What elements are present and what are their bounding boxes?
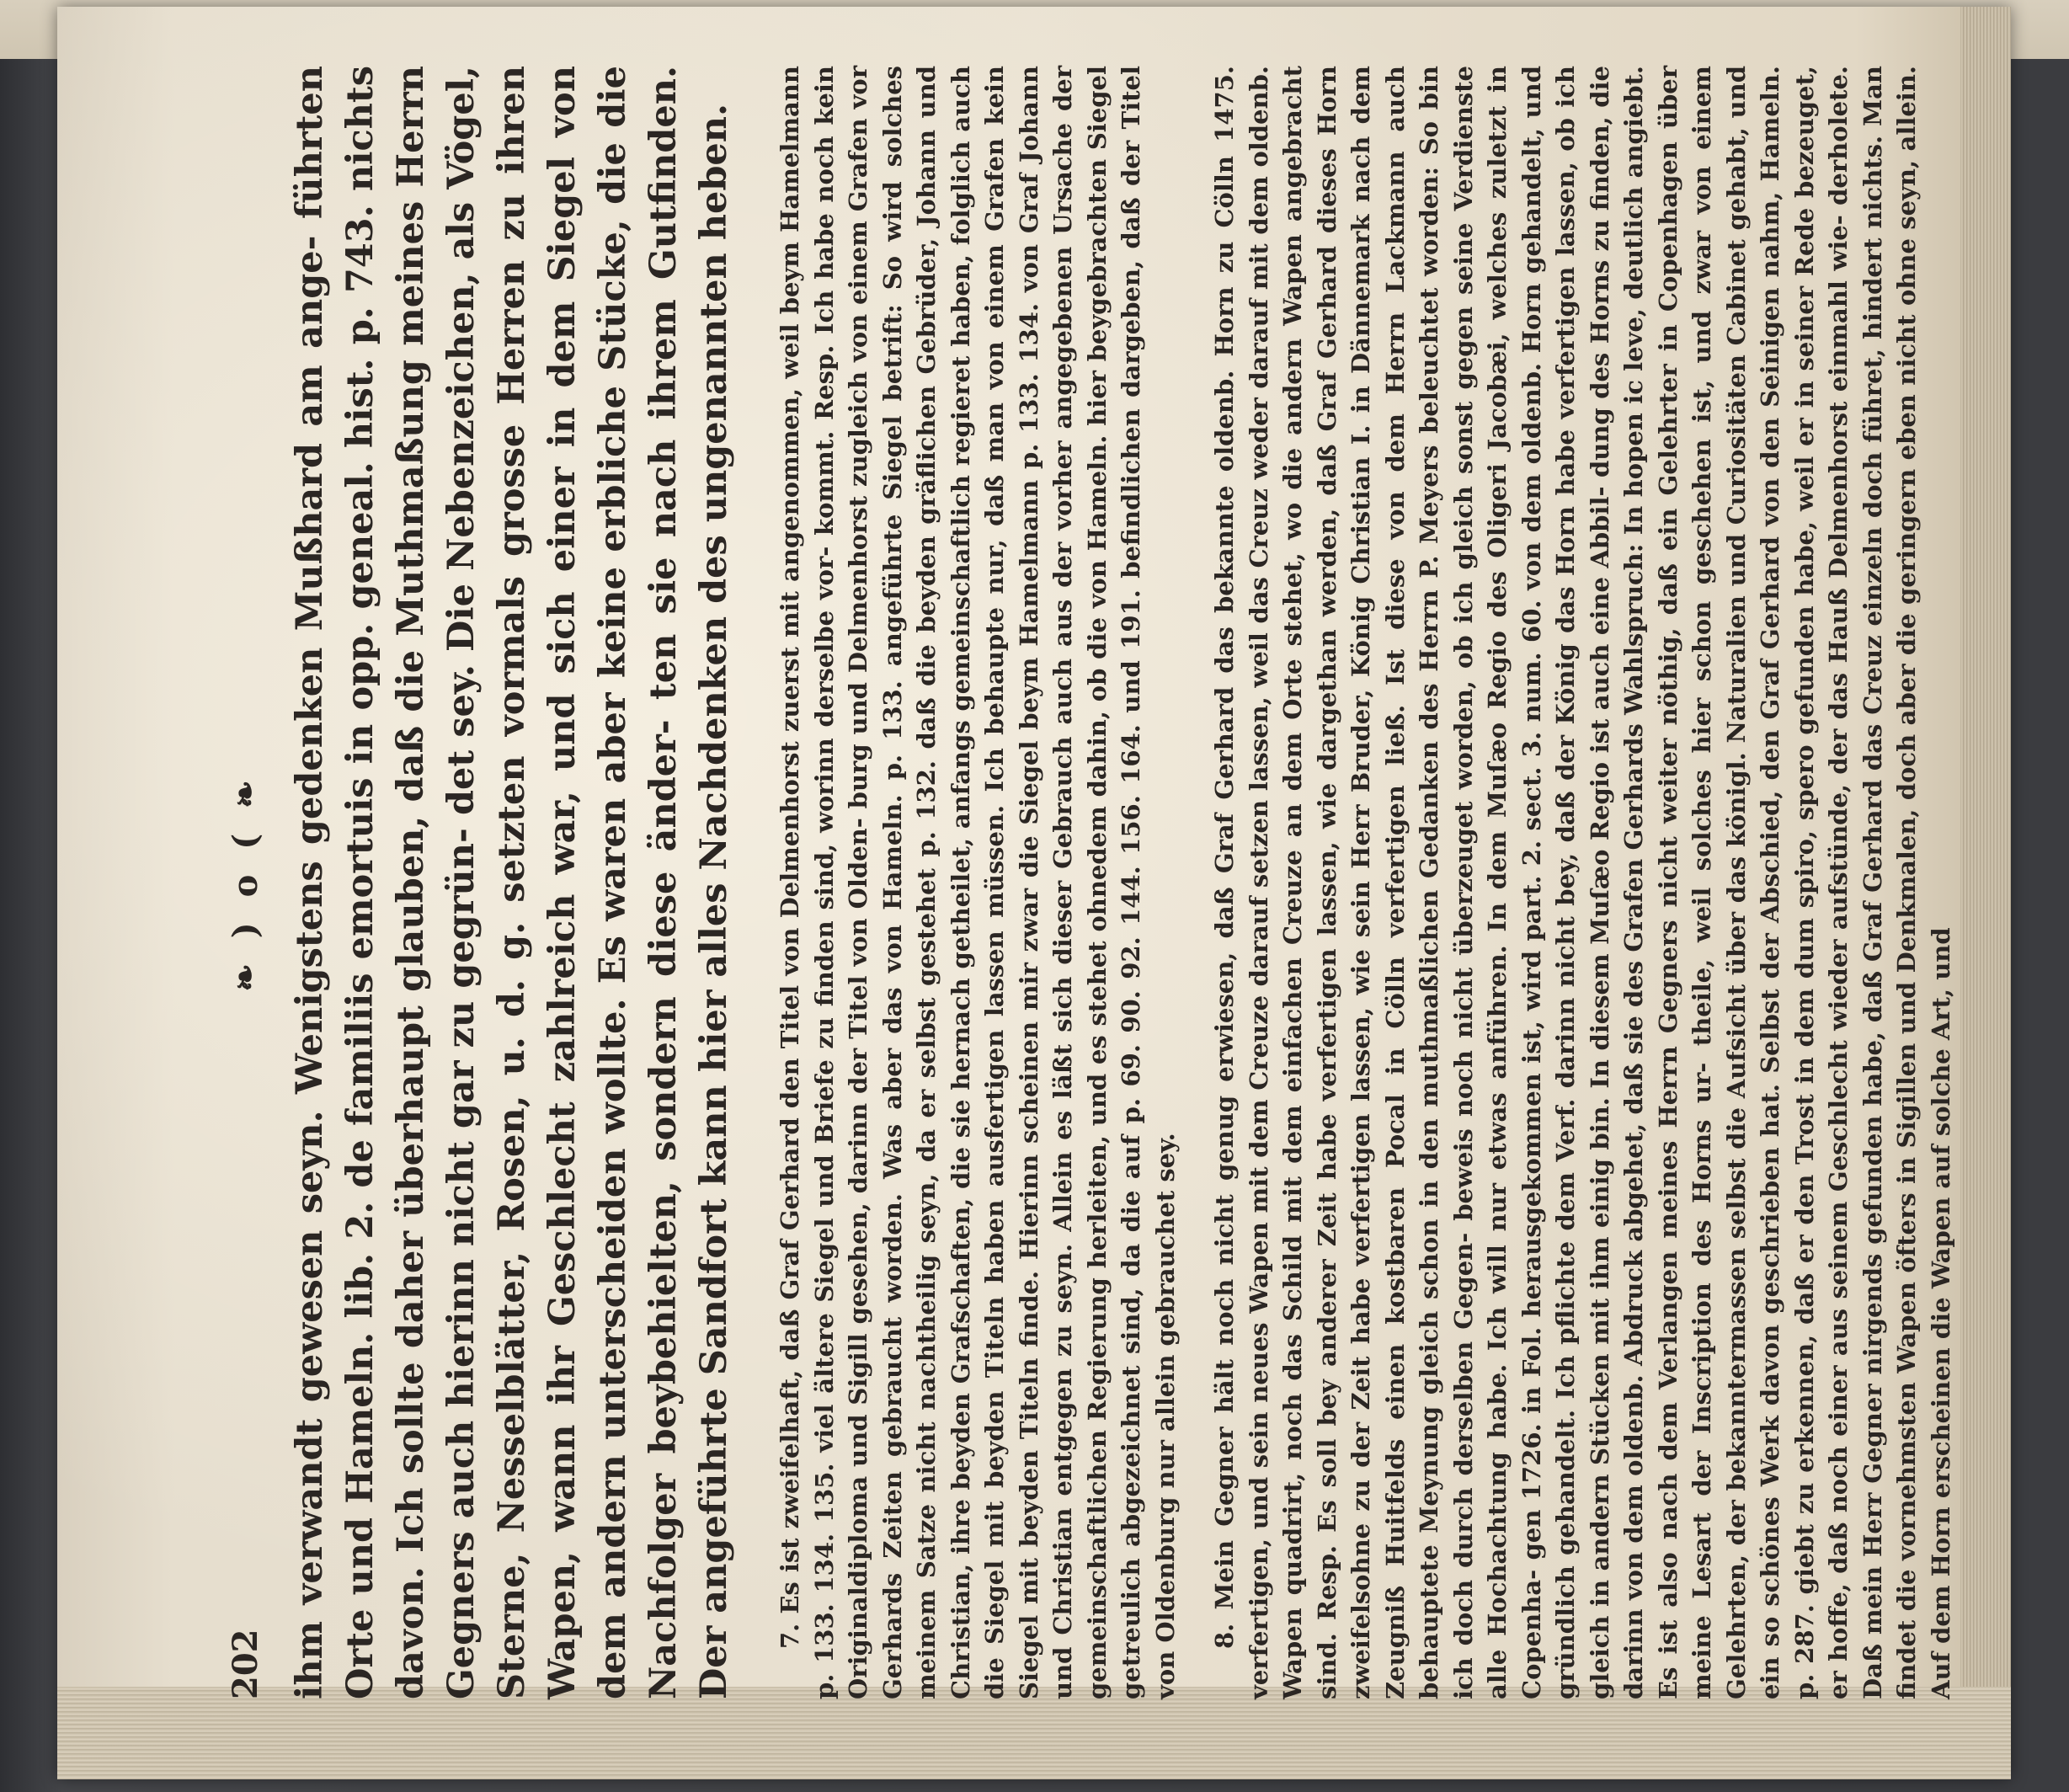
footnote-8 [1208, 66, 1958, 1699]
footnote-7-text: 7. Es ist zweifelhaft, daß Graf Gerhard den Titel von Delmenhorst zuerst mit angenommen, weil beym Hamelmann p. 133. 134. 135. viel ältere Siegel und Briefe zu finden sind, worinn derselbe vor‑ kommt. Resp. Ich habe noch kein Originaldiploma und Sigill gesehen, darinn der Titel von Olden‑ burg und Delmenhorst zugleich von einem Grafen vor Gerhards Zeiten gebraucht worden. Was aber das von Hameln. p. 133. angeführte Siegel betrift: So wird solches meinem Satze nicht nachtheilig seyn, da er selbst gestehet p. 132. daß die beyden gräflichen Gebrüder, Johann und Christian, ihre beyden Grafschaften, die sie hernach getheilet, anfangs gemeinschaftlich regieret haben, folglich auch die Siegel mit beyden Titeln haben ausfertigen lassen müssen. Ich behaupte nur, daß man von einem Grafen kein Siegel mit beyden Titeln finde. Hierinn scheinen mir zwar die Siegel beym Hamelmann p. 133. 134. von Graf Johann und Christian entgegen zu seyn. Allein es läßt sich dieser Gebrauch auch aus der vorher angegebenen Ursache der gemeinschaftlichen Regierung herleiten, und es stehet ohnedem dahin, ob die von Hameln. hier beygebrachten Siegel getreulich abgezeichnet sind, da die auf p. 69. 90. 92. 144. 156. 164. und 191. befindlichen dargeben, daß der Titel von Oldenburg nur allein gebrauchet sey. [776, 66, 1180, 1699]
main-paragraph: ihm verwandt gewesen seyn. Wenigstens gedenken Mußhard am ange‑ führten Orte und Hameln. lib. 2. de familiis emortuis in opp. geneal. hist. p. 743. nichts davon. Ich sollte daher überhaupt glauben, daß die Muthmaßung meines Herrn Gegners auch hierinn nicht gar zu gegrün‑ det sey. Die Nebenzeichen, als Vögel, Sterne, Nesselblätter, Rosen, u. d. g. setzten vormals grosse Herren zu ihren Wapen, wann ihr Geschlecht zahlreich war, und sich einer in dem Siegel von dem andern unterscheiden wollte. Es waren aber keine erbliche Stücke, die die Nachfolger beybehielten, sondern diese änder‑ ten sie nach ihrem Gutfinden. Der angeführte Sandfort kann hier alles Nachdenken des ungenannten heben. [289, 66, 735, 1699]
book-page [57, 7, 2011, 1779]
footnote-7 [773, 66, 1182, 1699]
footnote-8-text: 8. Mein Gegner hält noch nicht genug erwiesen, daß Graf Gerhard das bekannte oldenb. Horn zu Cölln 1475. verfertigen, und sein neues Wapen mit dem Creuze darauf setzen lassen, weil das Creuz weder darauf mit dem oldenb. Wapen quadrirt, noch das Schild mit dem einfachen Creuze an dem Orte stehet, wo die andern Wapen angebracht sind. Resp. Es soll bey anderer Zeit habe verfertigen lassen, wie dargethan werden, daß Graf Gerhard dieses Horn zweifelsohne zu der Zeit habe verfertigen lassen, wie sein Herr Bruder, König Christian I. in Dännemark nach dem Zeugniß Huitfelds einen kostbaren Pocal in Cölln verfertigen ließ. Ist diese von dem Herrn Lackmann auch behauptete Meynung gleich schon in den muthmaßlichen Gedanken des Herrn P. Meyers beleuchtet worden: So bin ich doch durch derselben Gegen‑ beweis noch nicht überzeuget worden, ob ich gleich sonst gegen seine Verdienste alle Hochachtung habe. Ich will nur etwas anführen. In dem Muſæo Regio des Oligeri Jacobæi, welches zuletzt in Copenha‑ gen 1726. in Fol. herausgekommen ist, wird part. 2. sect. 3. num. 60. von dem oldenb. Horn gehandelt, und gründlich gehandelt. Ich pflichte dem Verf. darinn nicht bey, daß der König das Horn habe verfertigen lassen, ob ich gleich in andern Stücken mit ihm einig bin. In diesem Muſæo Regio ist auch eine Abbil‑ dung des Horns zu finden, die darinn von dem oldenb. Abdruck abgehet, daß sie des Grafen Gerhards Wahlspruch: In hopen ic leve, deutlich angiebt. Es ist also nach dem Verlangen meines Herrn Gegners nicht weiter nöthig, daß ein Gelehrter in Copenhagen über meine Lesart der Inscription des Horns ur‑ theile, weil solches hier schon geschehen ist, und zwar von einem Gelehrten, der bekanntermassen selbst die Aufsicht über das königl. Naturalien und Curiositäten Cabinet gehabt, und ein so schönes Werk davon geschrieben hat. Selbst der Abschied, den Graf Gerhard von den Seinigen nahm, Hameln. p. 287. giebt zu erkennen, daß er den Trost in dem dum spiro, spero gefunden habe, weil er in seiner Rede bezeuget, er hoffe, daß noch einer aus seinem Geschlecht wieder aufstünde, der das Hauß Delmenhorst einmahl wie‑ derholete. Daß mein Herr Gegner nirgends gefunden habe, daß Graf Gerhard das Creuz einzeln doch führet, hindert nichts. Man findet die vornehmsten Wapen öfters in Sigillen und Denkmalen, doch aber die geringern eben nicht ohne seyn, allein. Auf dem Horn erscheinen die Wapen auf solche Art, und [1210, 66, 1955, 1699]
page-fore-edge [1960, 7, 2011, 1779]
page-number: 202 [226, 1629, 265, 1699]
rotated-text-block [226, 66, 1955, 1699]
header-ornament: ❧ ) o ( ❧ [226, 773, 265, 992]
running-head [226, 66, 285, 1699]
page-bottom-edge [57, 1687, 2011, 1779]
